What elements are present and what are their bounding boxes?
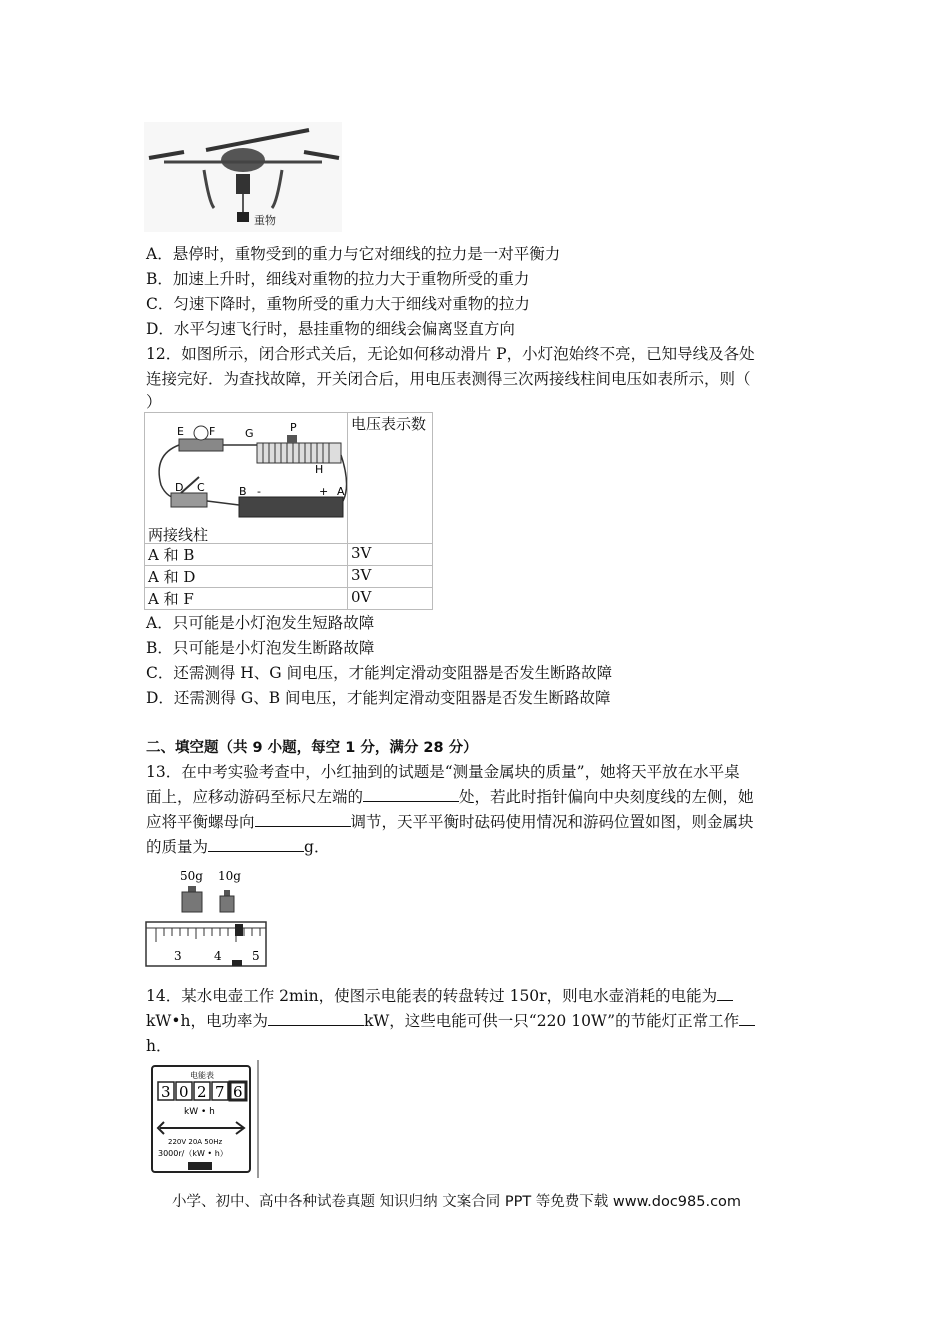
- q13-line2b: 处，若此时指针偏向中央刻度线的左侧，她: [459, 788, 754, 806]
- q14-line1-text: 14．某水电壶工作 2min，使图示电能表的转盘转过 150r，则电水壶消耗的电能为: [146, 987, 718, 1005]
- voltage-table: [144, 412, 433, 610]
- q12-option-c: C．还需测得 H、G 间电压，才能判定滑动变阻器是否发生断路故障: [146, 664, 613, 682]
- label-h: H: [315, 463, 324, 476]
- table-row: [145, 566, 433, 588]
- q13-line4a: 的质量为: [146, 838, 209, 856]
- q13-line3: [146, 811, 754, 833]
- meter-unit: kW • h: [184, 1107, 215, 1117]
- label-d: D: [175, 481, 184, 494]
- tick-label-5: 5: [252, 949, 260, 963]
- circuit-diagram: [147, 415, 347, 523]
- label-c: C: [197, 481, 205, 494]
- meter-title: 电能表: [190, 1071, 214, 1080]
- weight-10g-knob: [224, 890, 230, 896]
- q14-blank-2[interactable]: [268, 1011, 364, 1026]
- weight-50g-knob: [188, 886, 196, 892]
- weight-50g-label: 50g: [180, 869, 203, 883]
- label-f: F: [209, 425, 216, 438]
- meter-rate: 3000r/（kW • h）: [158, 1149, 228, 1158]
- label-b: B: [239, 485, 247, 498]
- table-header-row: [145, 413, 433, 544]
- q14-line2a: kW•h，电功率为: [146, 1012, 268, 1030]
- q13-line3a: 应将平衡螺母向: [146, 813, 255, 831]
- table-cell-volt: 3V: [348, 566, 433, 588]
- q11-option-c: C．匀速下降时，重物所受的重力大于细线对重物的拉力: [146, 295, 530, 313]
- q14-blank-1[interactable]: [717, 986, 733, 1001]
- q14-line2: [146, 1010, 755, 1032]
- q14-line2b: kW，这些电能可供一只“220 10W”的节能灯正常工作: [363, 1012, 740, 1030]
- table-cell-pair: A 和 B: [145, 544, 348, 566]
- weight-50g: [182, 892, 202, 912]
- q12-option-b: B．只可能是小灯泡发生断路故障: [146, 639, 375, 657]
- table-row: [145, 588, 433, 610]
- q13-line3b: 调节，天平平衡时砝码使用情况和游码位置如图，则金属块: [350, 813, 754, 831]
- q13-line2a: 面上，应移动游码至标尺左端的: [146, 788, 364, 806]
- label-a: A: [337, 485, 345, 498]
- q11-option-b: B．加速上升时，细线对重物的拉力大于重物所受的重力: [146, 270, 530, 288]
- label-e: E: [177, 425, 184, 438]
- q12-stem-line3: ）: [146, 393, 162, 411]
- q14-line3: h．: [146, 1037, 172, 1055]
- table-row: [145, 544, 433, 566]
- tick-label-4: 4: [214, 949, 222, 963]
- electricity-meter-figure: [144, 1060, 260, 1178]
- circuit-cell: [145, 413, 348, 544]
- meter-digit: 2: [197, 1083, 207, 1101]
- table-header-right: 电压表示数: [348, 413, 433, 544]
- q12-stem-line1: 12．如图所示，闭合形式关后，无论如何移动滑片 P，小灯泡始终不亮，已知导线及各处: [146, 345, 755, 363]
- tick-label-3: 3: [174, 949, 182, 963]
- table-cell-pair: A 和 D: [145, 566, 348, 588]
- q11-option-d: D．水平匀速飞行时，悬挂重物的细线会偏离竖直方向: [146, 320, 515, 338]
- rider-bottom: [232, 960, 242, 966]
- label-g: G: [245, 427, 254, 440]
- q11-option-a: A．悬停时，重物受到的重力与它对细线的拉力是一对平衡力: [146, 245, 561, 263]
- meter-digits: [158, 1082, 246, 1101]
- meter-digit: 3: [161, 1083, 171, 1101]
- table-cell-pair: A 和 F: [145, 588, 348, 610]
- meter-digit: 0: [179, 1083, 189, 1101]
- meter-spec: 220V 20A 50Hz: [168, 1138, 223, 1146]
- table-header-left: 两接线柱: [148, 526, 209, 544]
- label-plus: +: [319, 485, 329, 498]
- rider-marker: [235, 924, 243, 936]
- drone-weight-label: 重物: [254, 214, 276, 227]
- section2-title: 二、填空题（共 9 小题，每空 1 分，满分 28 分）: [146, 740, 478, 756]
- q13-line4: [146, 836, 329, 858]
- q12-option-d: D．还需测得 G、B 间电压，才能判定滑动变阻器是否发生断路故障: [146, 689, 611, 707]
- table-cell-volt: 3V: [348, 544, 433, 566]
- q12-stem-line2: 连接完好．为查找故障，开关闭合后，用电压表测得三次两接线柱间电压如表所示，则（: [146, 370, 751, 388]
- meter-digit: 7: [215, 1083, 225, 1101]
- q13-blank-3[interactable]: [208, 837, 304, 852]
- q14-blank-3[interactable]: [739, 1011, 755, 1026]
- balance-figure: [144, 866, 270, 970]
- q14-line1: [146, 985, 733, 1007]
- label-minus: -: [257, 485, 261, 498]
- meter-terminal: [188, 1162, 212, 1170]
- weight-10g: [220, 896, 234, 912]
- meter-digit: 6: [233, 1083, 243, 1101]
- q13-line4b: g．: [304, 838, 330, 856]
- footer-text: 小学、初中、高中各种试卷真题 知识归纳 文案合同 PPT 等免费下载 www.doc985.com: [172, 1194, 742, 1210]
- label-p: P: [290, 421, 297, 434]
- q13-blank-1[interactable]: [363, 787, 459, 802]
- q12-option-a: A．只可能是小灯泡发生短路故障: [146, 614, 375, 632]
- q13-line1: 13．在中考实验考查中，小红抽到的试题是“测量金属块的质量”，她将天平放在水平桌: [146, 763, 740, 781]
- q13-line2: [146, 786, 754, 808]
- q13-blank-2[interactable]: [255, 812, 351, 827]
- drone-figure: [144, 122, 342, 232]
- table-cell-volt: 0V: [348, 588, 433, 610]
- weight-10g-label: 10g: [218, 869, 241, 883]
